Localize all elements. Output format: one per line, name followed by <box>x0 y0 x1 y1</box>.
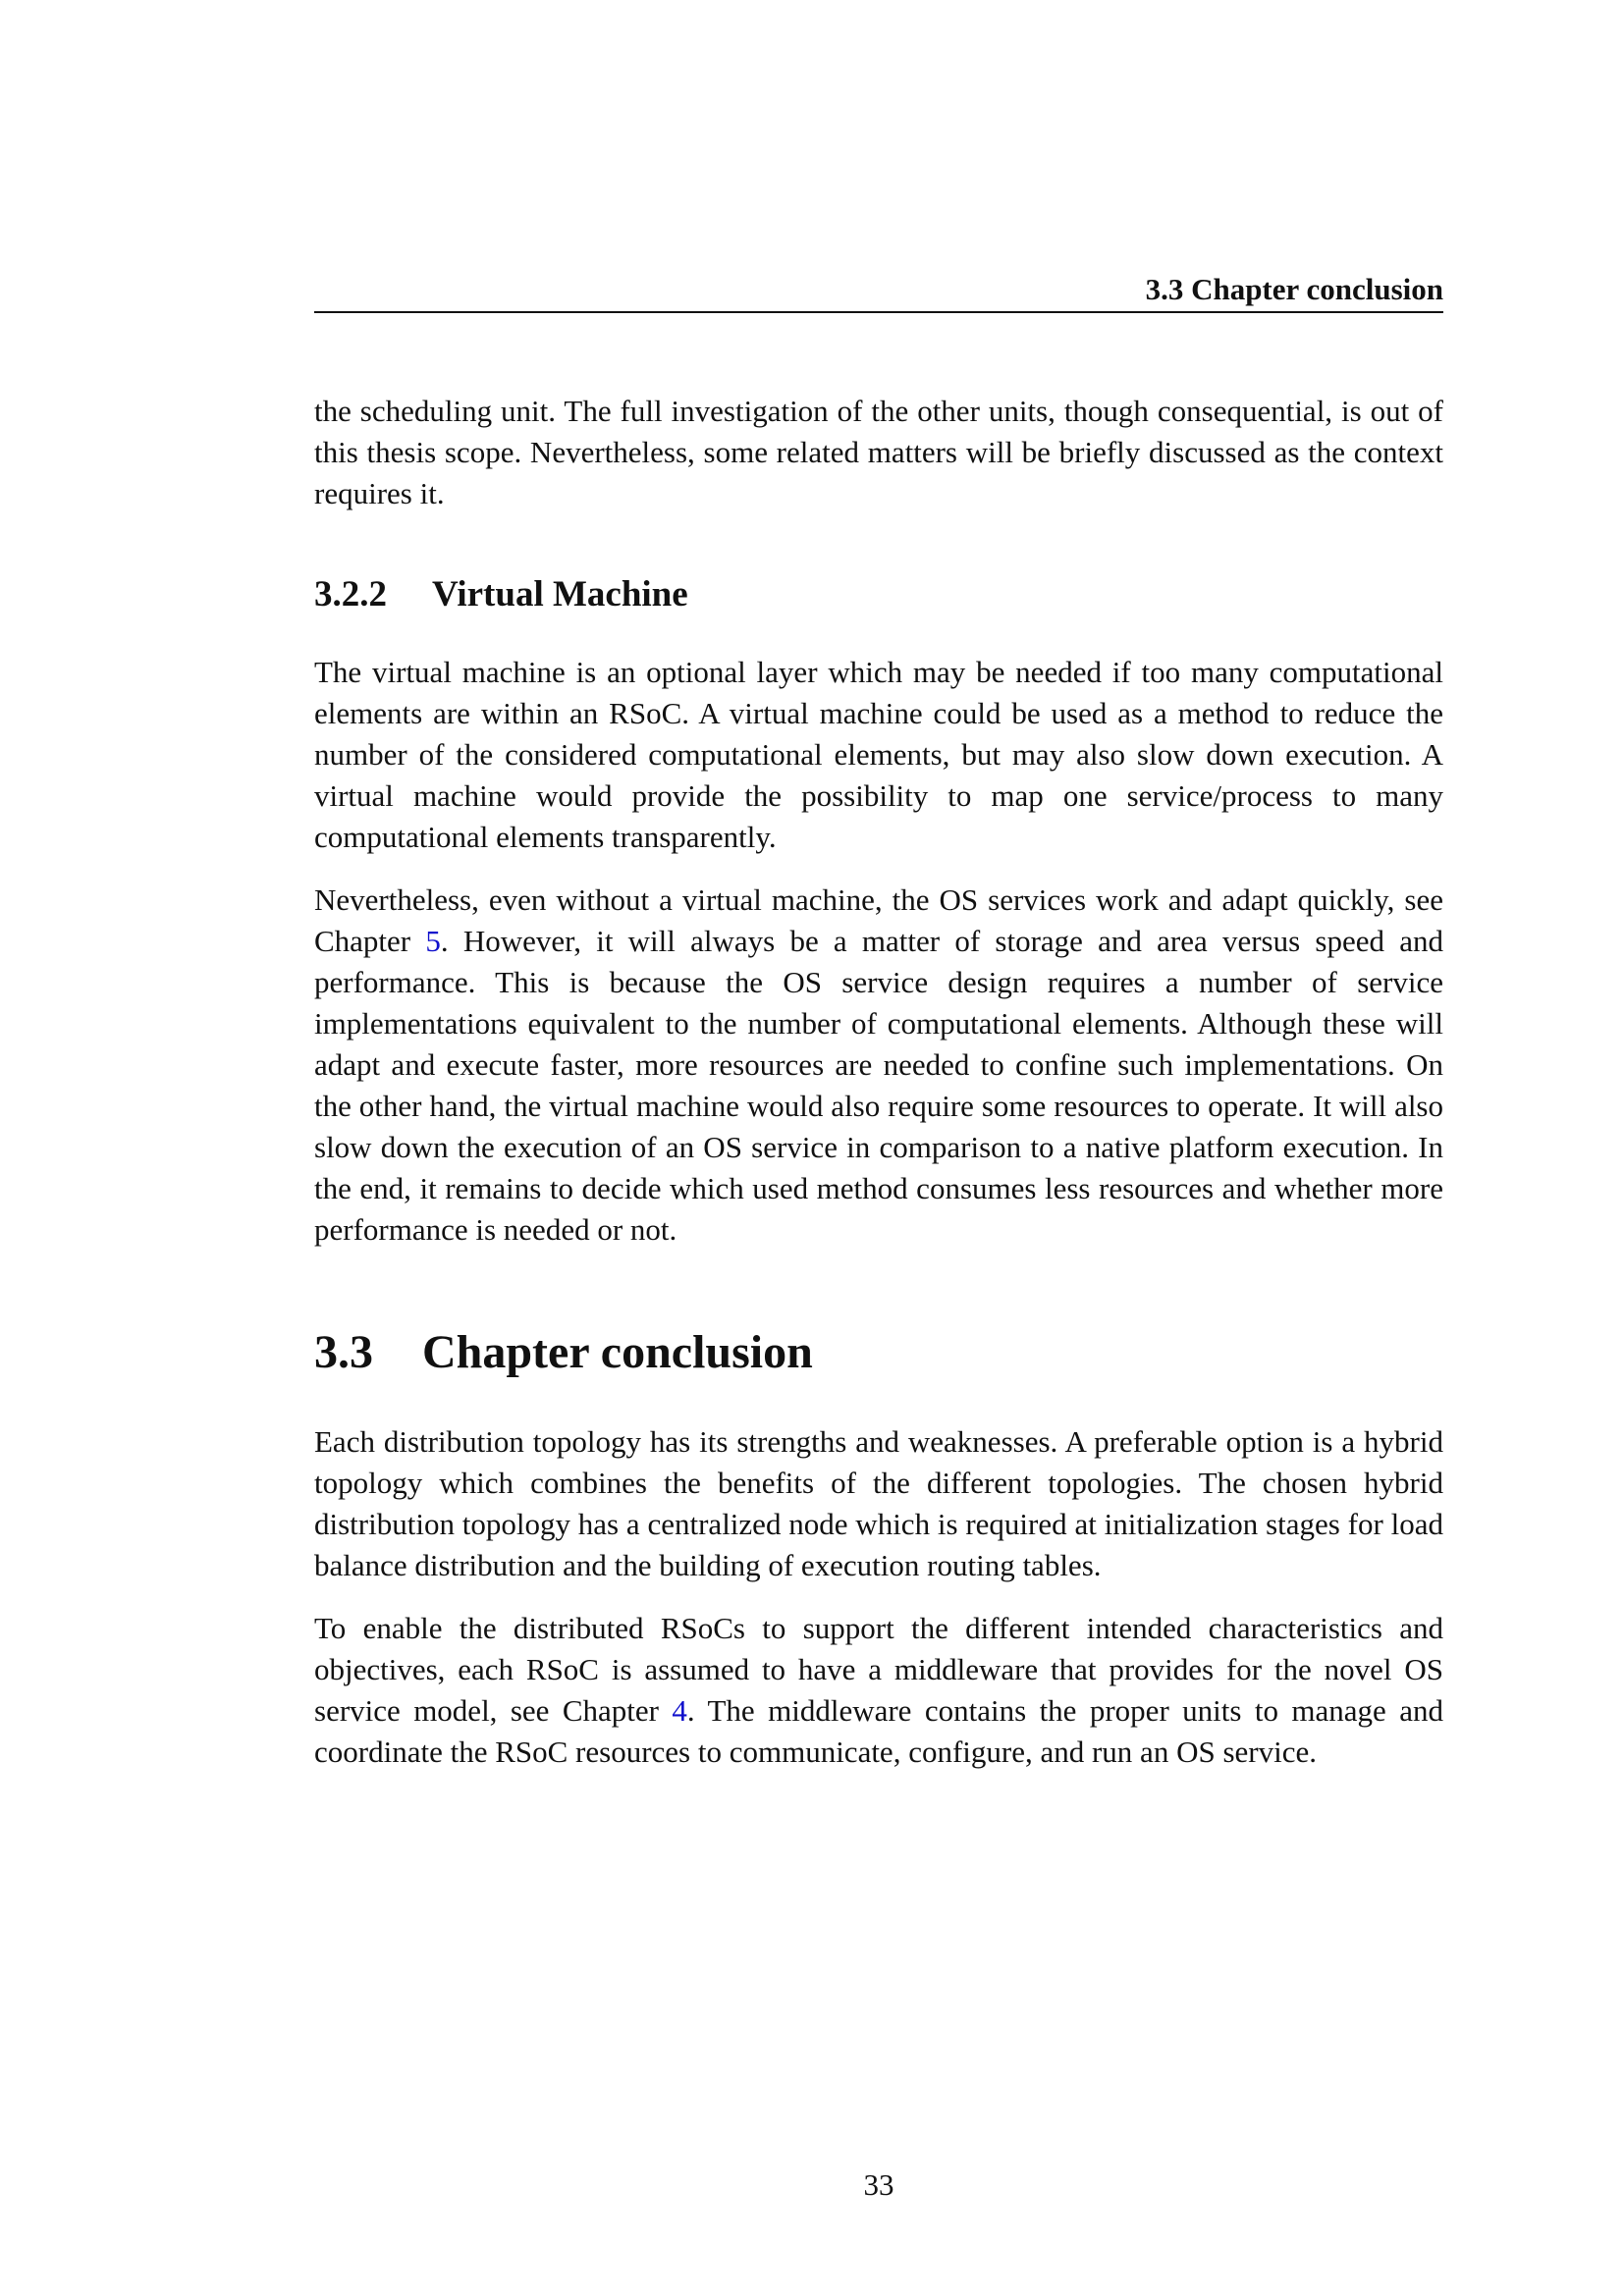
subsection-number: 3.2.2 <box>314 574 387 614</box>
page-number: 33 <box>863 2167 894 2202</box>
paragraph-text-after-ref: . However, it will always be a matter of storage and area versus speed and performance. This is because the OS service design requires a number of service implementations equivalent to the number of computational elements. Although these will adapt and execute faster, more resources are needed to confine such implementations. On the other hand, the virtual machine would also require some resources to operate. It will also slow down the execution of an OS service in comparison to a native platform execution. In the end, it remains to decide which used method consumes less resources and whether more performance is needed or not. <box>314 924 1443 1247</box>
chapter-5-reference-link[interactable]: 5 <box>425 924 441 958</box>
running-header <box>314 270 1443 313</box>
subsection-heading <box>314 573 1443 616</box>
running-header-title: 3.3 Chapter conclusion <box>1145 272 1443 306</box>
conclusion-paragraph-1: Each distribution topology has its strengths and weaknesses. A preferable option is a hybrid topology which combines the benefits of the different topologies. The chosen hybrid distribution topology has a centralized node which is required at initialization stages for load balance distribution and the building of execution routing tables. <box>314 1424 1443 1582</box>
page-body <box>314 391 1443 1773</box>
section-title: Chapter conclusion <box>422 1326 813 1378</box>
paragraph-text-after-ref: . The middleware contains the proper units to manage and coordinate the RSoC resources to communicate, configure, and run an OS service. <box>314 1693 1443 1769</box>
carryover-paragraph: the scheduling unit. The full investigation of the other units, though consequential, is out of this thesis scope. Nevertheless, some related matters will be briefly discussed as the context requires it. <box>314 394 1443 510</box>
paragraph-text-before-ref: Nevertheless, even without a virtual machine, the OS services work and adapt quickly, see Chapter <box>314 882 1443 958</box>
subsection-title: Virtual Machine <box>432 574 688 614</box>
chapter-4-reference-link[interactable]: 4 <box>672 1693 687 1728</box>
paragraph-text-before-ref: To enable the distributed RSoCs to support the different intended characteristics and objectives, each RSoC is assumed to have a middleware that provides for the novel OS service model, see Chapter <box>314 1611 1443 1728</box>
virtual-machine-paragraph-2 <box>314 880 1443 1251</box>
document-page <box>314 0 1443 2296</box>
section-heading <box>314 1325 1443 1380</box>
section-number: 3.3 <box>314 1326 373 1378</box>
conclusion-paragraph-2 <box>314 1608 1443 1773</box>
virtual-machine-paragraph-1: The virtual machine is an optional layer which may be needed if too many computational elements are within an RSoC. A virtual machine could be used as a method to reduce the number of the considered computational elements, but may also slow down execution. A virtual machine would provide the possibility to map one service/process to many computational elements transparently. <box>314 655 1443 854</box>
